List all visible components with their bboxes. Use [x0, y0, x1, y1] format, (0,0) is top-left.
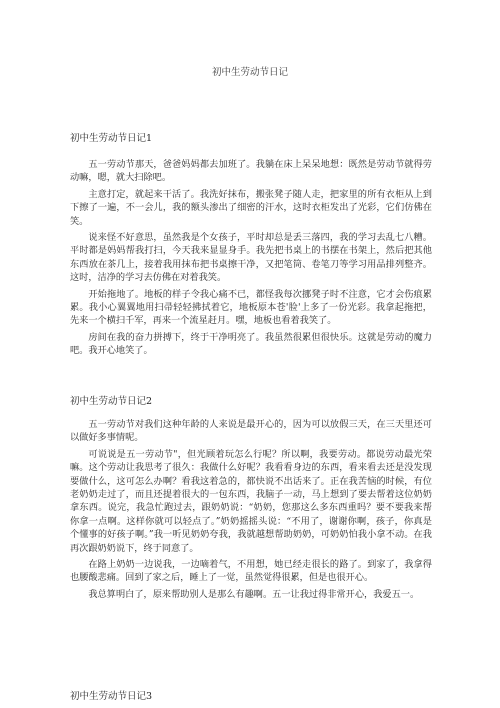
paragraph: 五一劳动节对我们这种年龄的人来说是最开心的，因为可以放假三天，在三天里还可以做好多事情呢。: [70, 419, 432, 444]
paragraph: 在路上奶奶一边说我，一边嘀着气，不用想，她已经走很长的路了。到家了，我拿得也腰酸悲痛。回到了家之后，睡上了一觉，虽然觉得很累，但是也很开心。: [70, 559, 432, 584]
paragraph: 开始拖地了。地板的样子令我心痛不已，都怪我每次挪凳子时不注意，它才会伤痕累累。我小心翼翼地用扫帚轻轻拂拭着它，地板原本苍'脸'上多了一份光彩。我拿起拖把，先来一个横扫千军，再来一个流星赶月。嘿，地板也看着我笑了。: [70, 288, 432, 327]
section-heading-2: 初中生劳动节日记2: [70, 396, 153, 407]
paragraph: 房间在我的奋力拼搏下，终于干净明亮了。我虽然很累但很快乐。这就是劳动的魔力吧。我开心地笑了。: [70, 331, 432, 357]
document-title: 初中生劳动节日记: [211, 67, 288, 78]
section-body-2: [70, 418, 432, 604]
paragraph: 五一劳动节那天，爸爸妈妈都去加班了。我躺在床上呆呆地想：既然是劳动节就得劳动嘛，嗯，就大扫除吧。: [70, 159, 432, 184]
section-heading-1: 初中生劳动节日记1: [70, 133, 153, 144]
paragraph: 主意打定，就起来干活了。我洗好抹布，搬张凳子随人走，把家里的所有衣柜从上到下擦了一遍，不一会儿，我的额头渗出了细密的汗水，这时衣柜发出了光彩，它们仿佛在笑。: [70, 188, 432, 227]
paragraph: 可说说是五一劳动节"，但光顾着玩怎么行呢？所以啊，我要劳动。都说劳动最光荣嘛。这个劳动让我思考了很久：我做什么好呢？我看看身边的东西，看来看去还是没发现要做什么，这可怎么办啊？看我这着急的，都快说不出话来了。正在我苦恼的时候，有位老奶奶走过了，而且还提着很大的一包东西，我脑子一动，马上想到了要去帮着这位奶奶拿东西。说完，我急忙跑过去，跟奶奶说：“奶奶，您那这么多东西重吗？要不要我来帮你拿一点啊。这样你就可以轻点了。”奶奶摇摇头说：“不用了，谢谢你啊，孩子，你真是个懂事的好孩子啊。”我一听见奶奶夸我，我就越想帮助奶奶，可奶奶怕我小拿不动。在我再次跟奶奶说下，终于同意了。: [70, 448, 432, 554]
paragraph: 我总算明白了，原来帮助别人是那么有趣啊。五一让我过得非常开心，我爱五一。: [88, 588, 420, 600]
paragraph: 说来怪不好意思，虽然我是个女孩子，平时却总是丢三落四，我的学习去乱七八糟。平时都是妈妈帮我打扫，今天我来显显身手。我先把书桌上的书摆在书架上，然后把其他东西放在茶几上，接着我用抹布把书桌擦干净，又把笔筒、卷笔刀等学习用品排列整齐。这时，洁净的学习去仿佛在对着我笑。: [70, 232, 432, 284]
section-heading-3: 初中生劳动节日记3: [70, 691, 153, 702]
section-body-1: [70, 158, 432, 361]
